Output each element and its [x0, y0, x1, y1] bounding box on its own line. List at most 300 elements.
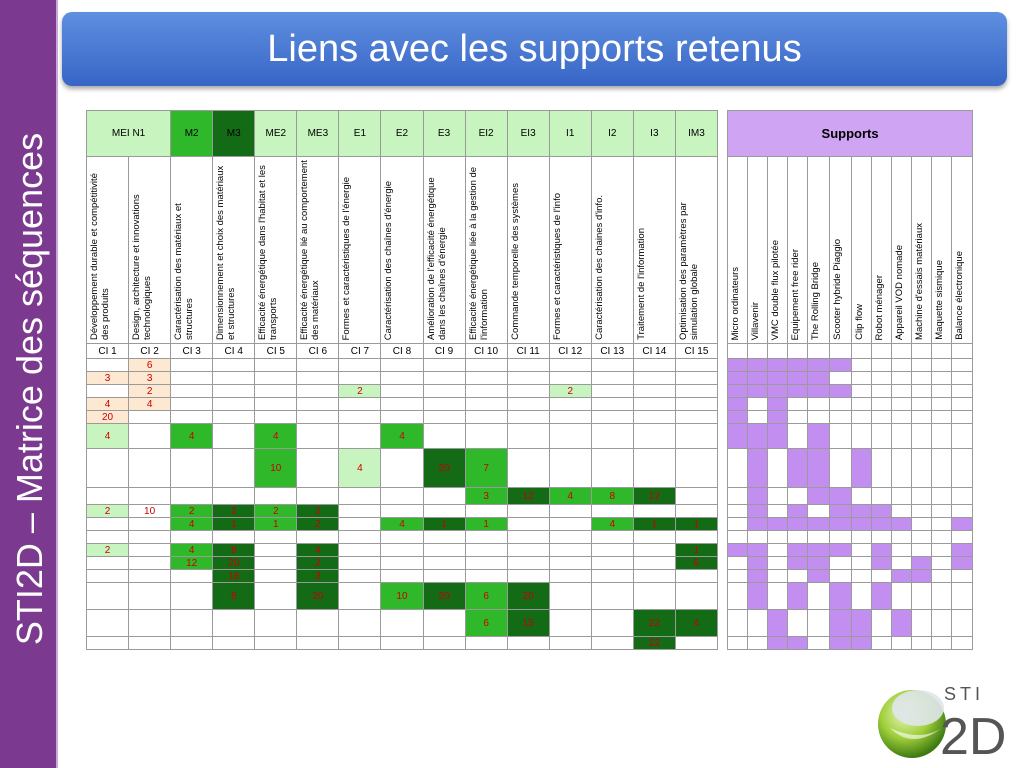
table-cell: 4 — [87, 398, 129, 411]
table-cell — [297, 398, 339, 411]
table-cell — [633, 372, 675, 385]
support-cell — [852, 385, 872, 398]
support-empty-cell — [892, 344, 912, 359]
support-cell — [748, 544, 768, 557]
support-cell — [952, 398, 973, 411]
table-cell — [339, 610, 381, 637]
support-cell — [748, 637, 768, 650]
table-cell: 1 — [213, 518, 255, 531]
table-cell — [87, 449, 129, 488]
table-cell — [549, 544, 591, 557]
support-name-cell — [932, 157, 952, 344]
support-cell — [932, 488, 952, 505]
table-cell — [171, 488, 213, 505]
sti2d-logo — [872, 678, 1020, 762]
support-cell — [728, 488, 748, 505]
table-cell — [381, 372, 423, 385]
table-cell: 8 — [591, 488, 633, 505]
table-cell — [633, 544, 675, 557]
ci-label: CI 9 — [423, 344, 465, 359]
table-cell — [255, 488, 297, 505]
table-cell — [129, 637, 171, 650]
table-cell — [213, 385, 255, 398]
table-row — [87, 518, 718, 531]
table-cell: 6 — [465, 610, 507, 637]
support-cell — [892, 505, 912, 518]
support-cell — [892, 372, 912, 385]
support-cell — [768, 411, 788, 424]
support-cell — [728, 411, 748, 424]
table-cell — [381, 505, 423, 518]
support-cell — [788, 637, 808, 650]
support-cell — [932, 411, 952, 424]
table-cell — [381, 637, 423, 650]
column-code: M2 — [171, 111, 213, 157]
column-code: I3 — [633, 111, 675, 157]
column-description-cell — [549, 157, 591, 344]
table-cell: 12 — [507, 488, 549, 505]
table-cell — [213, 488, 255, 505]
support-cell — [808, 610, 830, 637]
support-cell — [932, 544, 952, 557]
table-cell — [591, 359, 633, 372]
support-cell — [952, 372, 973, 385]
support-cell — [748, 488, 768, 505]
table-cell — [423, 637, 465, 650]
support-cell — [852, 505, 872, 518]
table-cell — [171, 531, 213, 544]
support-cell — [768, 637, 788, 650]
support-cell — [788, 359, 808, 372]
table-cell — [381, 544, 423, 557]
table-cell — [213, 424, 255, 449]
table-cell — [549, 449, 591, 488]
support-cell — [808, 359, 830, 372]
support-cell — [768, 488, 788, 505]
support-cell — [748, 398, 768, 411]
support-row — [728, 359, 973, 372]
support-cell — [912, 531, 932, 544]
support-cell — [788, 610, 808, 637]
table-cell — [423, 505, 465, 518]
support-cell — [892, 398, 912, 411]
table-cell: 4 — [171, 518, 213, 531]
support-cell — [830, 557, 852, 570]
support-empty-cell — [872, 344, 892, 359]
table-cell — [465, 531, 507, 544]
support-cell — [748, 505, 768, 518]
table-cell — [297, 359, 339, 372]
table-cell — [675, 637, 717, 650]
support-cell — [788, 372, 808, 385]
table-cell — [255, 398, 297, 411]
column-description-cell — [213, 157, 255, 344]
support-cell — [808, 385, 830, 398]
table-cell — [129, 570, 171, 583]
table-cell: 22 — [633, 610, 675, 637]
table-cell — [171, 637, 213, 650]
table-row — [87, 411, 718, 424]
table-cell: 2 — [255, 505, 297, 518]
table-cell: 2 — [297, 518, 339, 531]
support-cell — [788, 518, 808, 531]
table-cell — [297, 637, 339, 650]
support-name: Robot ménager — [874, 274, 885, 340]
table-cell — [465, 424, 507, 449]
support-cell — [892, 531, 912, 544]
table-cell — [507, 372, 549, 385]
support-cell — [830, 372, 852, 385]
table-cell — [633, 505, 675, 518]
support-cell — [748, 449, 768, 488]
table-cell — [255, 359, 297, 372]
support-cell — [912, 505, 932, 518]
support-cell — [748, 557, 768, 570]
table-cell — [591, 610, 633, 637]
support-cell — [892, 610, 912, 637]
table-row — [87, 583, 718, 610]
table-cell — [423, 557, 465, 570]
support-cell — [808, 583, 830, 610]
table-cell — [381, 398, 423, 411]
table-cell — [507, 637, 549, 650]
table-cell — [549, 557, 591, 570]
table-cell — [381, 449, 423, 488]
table-cell: 1 — [633, 518, 675, 531]
table-row — [87, 359, 718, 372]
table-cell — [633, 570, 675, 583]
support-cell — [728, 372, 748, 385]
support-cell — [932, 385, 952, 398]
table-cell: 15 — [507, 610, 549, 637]
support-cell — [768, 505, 788, 518]
support-cell — [912, 398, 932, 411]
table-cell — [171, 449, 213, 488]
table-cell — [675, 359, 717, 372]
table-cell: 2 — [129, 385, 171, 398]
column-description-cell — [675, 157, 717, 344]
table-cell: 4 — [87, 424, 129, 449]
table-cell — [129, 544, 171, 557]
support-cell — [808, 544, 830, 557]
table-cell: 4 — [591, 518, 633, 531]
column-description-cell — [507, 157, 549, 344]
table-cell — [213, 372, 255, 385]
support-cell — [932, 372, 952, 385]
table-cell — [633, 359, 675, 372]
support-name-cell — [912, 157, 932, 344]
table-cell — [591, 424, 633, 449]
table-cell — [255, 372, 297, 385]
table-cell — [633, 411, 675, 424]
support-name-cell — [892, 157, 912, 344]
table-cell — [171, 411, 213, 424]
table-cell — [297, 610, 339, 637]
support-cell — [912, 372, 932, 385]
table-cell: 1 — [675, 544, 717, 557]
support-cell — [872, 583, 892, 610]
table-cell — [675, 398, 717, 411]
support-cell — [872, 359, 892, 372]
support-cell — [788, 488, 808, 505]
table-cell — [129, 531, 171, 544]
support-cell — [852, 488, 872, 505]
support-cell — [788, 583, 808, 610]
column-description-cell — [171, 157, 213, 344]
support-cell — [872, 385, 892, 398]
support-cell — [952, 488, 973, 505]
support-cell — [808, 411, 830, 424]
table-cell — [339, 583, 381, 610]
table-cell — [171, 398, 213, 411]
support-cell — [830, 505, 852, 518]
support-name-cell — [852, 157, 872, 344]
support-cell — [892, 488, 912, 505]
table-cell — [423, 372, 465, 385]
table-cell — [675, 531, 717, 544]
support-cell — [830, 411, 852, 424]
table-cell — [675, 411, 717, 424]
table-cell — [339, 570, 381, 583]
table-cell — [465, 544, 507, 557]
table-cell — [297, 385, 339, 398]
table-cell — [423, 544, 465, 557]
table-cell — [255, 637, 297, 650]
support-row — [728, 488, 973, 505]
support-cell — [932, 570, 952, 583]
table-cell — [171, 583, 213, 610]
support-name: Balance électronique — [954, 251, 965, 340]
table-cell — [171, 570, 213, 583]
table-cell — [507, 424, 549, 449]
svg-text:STI: STI — [944, 684, 985, 704]
table-cell — [381, 570, 423, 583]
support-cell — [912, 488, 932, 505]
support-cell — [768, 557, 788, 570]
table-cell — [465, 505, 507, 518]
column-description-cell — [465, 157, 507, 344]
table-cell — [129, 610, 171, 637]
support-cell — [788, 411, 808, 424]
support-name: Appareil VOD nomade — [894, 244, 905, 340]
support-cell — [830, 531, 852, 544]
table-cell: 4 — [549, 488, 591, 505]
table-row — [87, 557, 718, 570]
table-cell — [381, 359, 423, 372]
support-cell — [830, 518, 852, 531]
support-cell — [952, 449, 973, 488]
table-cell: 1 — [675, 518, 717, 531]
ci-label: CI 8 — [381, 344, 423, 359]
table-cell — [381, 610, 423, 637]
column-code: ME2 — [255, 111, 297, 157]
support-cell — [952, 570, 973, 583]
support-name: VMC double flux pilotée — [770, 239, 781, 340]
support-empty-cell — [768, 344, 788, 359]
table-cell: 4 — [339, 449, 381, 488]
table-cell — [465, 570, 507, 583]
table-cell: 1 — [465, 518, 507, 531]
support-cell — [872, 544, 892, 557]
support-cell — [872, 610, 892, 637]
support-row — [728, 411, 973, 424]
support-cell — [808, 424, 830, 449]
support-name-cell — [748, 157, 768, 344]
table-cell — [549, 531, 591, 544]
table-cell — [591, 449, 633, 488]
support-cell — [808, 531, 830, 544]
table-cell — [549, 411, 591, 424]
table-cell — [591, 398, 633, 411]
support-cell — [912, 557, 932, 570]
support-empty-cell — [952, 344, 973, 359]
support-cell — [852, 518, 872, 531]
table-cell — [549, 359, 591, 372]
column-description: Efficacité énergétique dans l'habitat et les transports — [257, 165, 280, 340]
table-cell: 2 — [339, 385, 381, 398]
table-cell — [171, 610, 213, 637]
supports-header-row — [728, 111, 973, 157]
table-cell — [675, 505, 717, 518]
column-code: EI3 — [507, 111, 549, 157]
support-cell — [768, 372, 788, 385]
support-cell — [932, 518, 952, 531]
support-cell — [728, 385, 748, 398]
support-name: Micro ordinateurs — [730, 266, 741, 340]
table-cell: 3 — [297, 570, 339, 583]
table-cell — [339, 424, 381, 449]
table-cell — [549, 372, 591, 385]
table-cell: 4 — [255, 424, 297, 449]
table-cell — [339, 544, 381, 557]
support-cell — [912, 449, 932, 488]
support-row — [728, 583, 973, 610]
table-cell — [213, 359, 255, 372]
support-row — [728, 531, 973, 544]
support-row — [728, 424, 973, 449]
table-row — [87, 398, 718, 411]
support-cell — [872, 372, 892, 385]
support-cell — [768, 424, 788, 449]
table-cell — [213, 610, 255, 637]
support-cell — [892, 359, 912, 372]
ci-label: CI 15 — [675, 344, 717, 359]
support-row — [728, 610, 973, 637]
support-cell — [852, 359, 872, 372]
column-code: EI2 — [465, 111, 507, 157]
support-cell — [892, 637, 912, 650]
support-cell — [808, 505, 830, 518]
supports-names-row — [728, 157, 973, 344]
table-cell: 6 — [675, 557, 717, 570]
support-cell — [728, 610, 748, 637]
column-description: Optimisation des paramètres par simulation globale — [677, 202, 700, 340]
support-cell — [808, 637, 830, 650]
column-description-cell — [87, 157, 129, 344]
table-cell — [465, 359, 507, 372]
table-row — [87, 544, 718, 557]
support-cell — [912, 424, 932, 449]
table-cell — [423, 398, 465, 411]
support-cell — [872, 411, 892, 424]
support-cell — [748, 385, 768, 398]
support-cell — [788, 398, 808, 411]
support-cell — [748, 424, 768, 449]
table-cell — [87, 488, 129, 505]
table-cell — [549, 610, 591, 637]
support-cell — [872, 570, 892, 583]
support-cell — [788, 424, 808, 449]
support-name: The Rolling Bridge — [810, 261, 821, 340]
support-name: Scooter hybride Piaggio — [832, 239, 843, 340]
table-cell — [213, 531, 255, 544]
support-row — [728, 385, 973, 398]
table-cell — [129, 518, 171, 531]
support-cell — [748, 570, 768, 583]
support-cell — [768, 610, 788, 637]
support-cell — [852, 424, 872, 449]
table-cell — [87, 570, 129, 583]
table-cell: 2 — [297, 557, 339, 570]
table-cell — [549, 424, 591, 449]
support-cell — [852, 449, 872, 488]
table-cell — [507, 505, 549, 518]
table-row — [87, 372, 718, 385]
column-description-cell — [423, 157, 465, 344]
table-cell — [129, 488, 171, 505]
table-cell — [171, 372, 213, 385]
table-cell — [465, 385, 507, 398]
description-row — [87, 157, 718, 344]
support-cell — [808, 398, 830, 411]
support-name: Maquette sismique — [934, 260, 945, 340]
table-cell — [675, 583, 717, 610]
table-cell: 6 — [465, 583, 507, 610]
support-cell — [912, 637, 932, 650]
title-bar — [62, 12, 1007, 86]
table-cell — [507, 544, 549, 557]
table-cell: 2 — [297, 505, 339, 518]
table-cell: 2 — [87, 544, 129, 557]
support-cell — [952, 385, 973, 398]
table-cell — [339, 518, 381, 531]
support-cell — [932, 505, 952, 518]
table-cell — [255, 583, 297, 610]
table-cell — [381, 411, 423, 424]
column-description-cell — [297, 157, 339, 344]
support-name-cell — [872, 157, 892, 344]
table-cell — [549, 398, 591, 411]
table-cell — [339, 531, 381, 544]
ci-label: CI 4 — [213, 344, 255, 359]
table-cell — [549, 583, 591, 610]
table-cell — [633, 531, 675, 544]
table-row — [87, 531, 718, 544]
support-cell — [932, 531, 952, 544]
support-cell — [768, 544, 788, 557]
support-cell — [932, 610, 952, 637]
table-cell — [465, 411, 507, 424]
support-cell — [852, 610, 872, 637]
support-cell — [872, 518, 892, 531]
table-cell — [633, 449, 675, 488]
support-name: Villavenir — [750, 301, 761, 340]
support-cell — [788, 385, 808, 398]
support-cell — [748, 531, 768, 544]
table-cell: 6 — [129, 359, 171, 372]
support-cell — [768, 385, 788, 398]
table-cell — [465, 637, 507, 650]
